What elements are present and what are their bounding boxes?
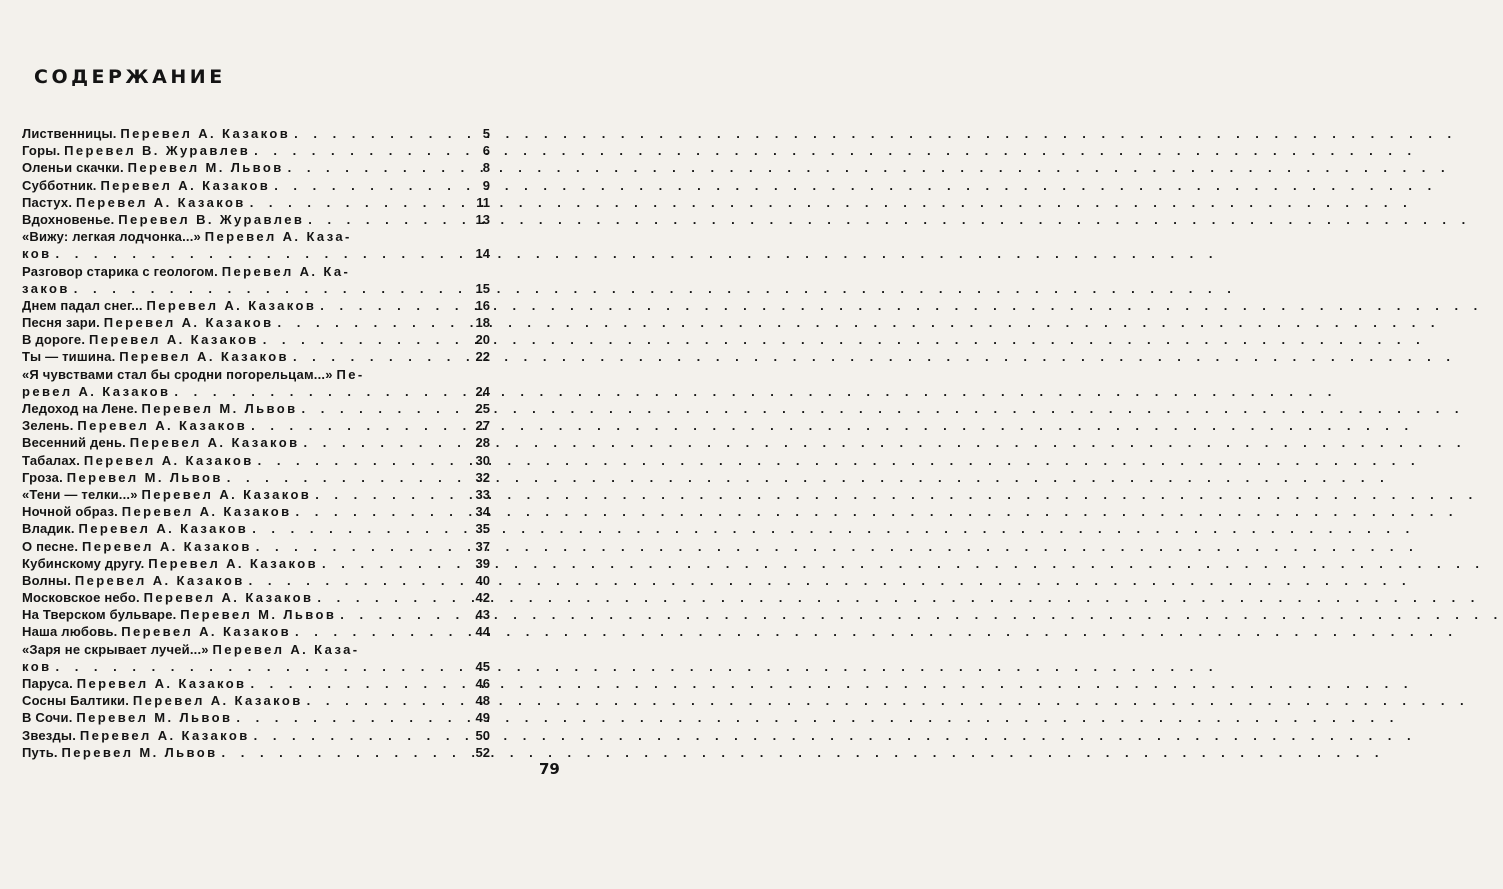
toc-entry-translator: Перевел А. Казаков [132, 693, 303, 709]
toc-entry-title: Песня зари. [22, 315, 104, 331]
dot-leader [246, 675, 466, 692]
toc-entry-page: 32 [475, 469, 490, 485]
toc-entry-text [22, 658, 51, 675]
toc-entry-page: 45 [475, 658, 490, 674]
toc-entry-translator: Перевел М. Львов [127, 160, 284, 176]
toc-entry-page: 15 [475, 280, 490, 296]
toc-entry-translator: Перевел А. Казаков [143, 590, 314, 606]
toc-entry [22, 623, 490, 640]
toc-entry-text [22, 159, 284, 176]
toc-entry-page: 22 [475, 349, 490, 365]
toc-entry [22, 366, 490, 383]
dot-leader [318, 555, 466, 572]
toc-entry-page: 37 [475, 538, 490, 554]
toc-entry [22, 400, 490, 417]
toc-entry [22, 434, 490, 451]
dot-leader [247, 417, 466, 434]
toc-entry-page: 11 [476, 194, 490, 210]
dot-leader [274, 314, 466, 331]
toc-entry-title: Пастух. [22, 194, 76, 210]
toc-entry-title: Оленьи скачки. [22, 160, 128, 176]
toc-entry-page: 33 [475, 486, 490, 502]
toc-entry-text [22, 641, 490, 658]
toc-entry [22, 486, 490, 503]
toc-entry-text [22, 297, 316, 314]
toc-entry-text [22, 538, 252, 555]
toc-entry-translator: Перевел В. Журавлев [118, 211, 305, 227]
toc-entry-text [22, 348, 289, 365]
toc-entry-translator: Перевел А. Казаков [83, 452, 254, 468]
toc-entry-translator: Перевел А. Казаков [121, 624, 292, 640]
toc-entry-title: Весенний день. [22, 435, 130, 451]
toc-entry-page: 9 [482, 177, 490, 193]
dot-leader [289, 348, 466, 365]
toc-entry-translator: Перевел А. Казаков [81, 538, 252, 554]
toc-entry [22, 314, 490, 331]
toc-entry [22, 177, 490, 194]
book-page [0, 0, 614, 889]
toc-entry-text [22, 503, 292, 520]
toc-entry-page: 48 [475, 693, 490, 709]
dot-leader [303, 692, 466, 709]
toc-entry-continuation [22, 658, 490, 675]
dot-leader [218, 744, 467, 761]
toc-entry-text [22, 606, 336, 623]
toc-entry [22, 572, 490, 589]
toc-entry-translator: Перевел А. Казаков [78, 521, 249, 537]
toc-entry [22, 331, 490, 348]
toc-entry [22, 125, 490, 142]
dot-leader [298, 400, 467, 417]
toc-entry-page: 42 [475, 590, 490, 606]
toc-entry-translator: Перевел В. Журавлев [64, 143, 251, 159]
toc-entry-translator: Пе- [336, 366, 365, 382]
toc-entry [22, 744, 490, 761]
toc-entry-translator: Перевел А. Казаков [103, 315, 274, 331]
toc-entry-title: В дороге. [22, 332, 89, 348]
dot-leader [250, 142, 466, 159]
toc-entry-page: 40 [475, 572, 490, 588]
toc-entry-text [22, 555, 318, 572]
dot-leader [70, 280, 466, 297]
toc-entry-text [22, 520, 248, 537]
toc-entry-text [22, 263, 490, 280]
toc-entry [22, 263, 490, 280]
toc-entry-text [22, 452, 254, 469]
dot-leader [248, 520, 466, 537]
toc-entry-text [22, 744, 218, 761]
toc-entry-text [22, 727, 250, 744]
toc-entry-translator: заков [22, 280, 70, 296]
toc-entry-text [22, 572, 245, 589]
toc-entry-title: Зелень. [22, 418, 78, 434]
toc-entry-page: 24 [475, 383, 490, 399]
toc-entry-translator: Перевел А. Казаков [120, 126, 291, 141]
toc-entry [22, 606, 490, 623]
toc-entry-translator: Перевел А. Казаков [79, 727, 250, 743]
dot-leader [313, 589, 466, 606]
toc-entry-page: 25 [475, 401, 490, 416]
toc-entry-translator: Перевел А. Каза- [204, 229, 352, 245]
toc-entry-text [22, 589, 313, 606]
toc-entry-title: Ночной образ. [22, 504, 122, 520]
page-number: 79 [539, 760, 560, 778]
dot-leader [316, 297, 466, 314]
dot-leader [223, 469, 466, 486]
toc-entry [22, 692, 490, 709]
toc-entry-page: 28 [475, 435, 490, 451]
toc-entry-translator: Перевел А. Казаков [129, 435, 300, 451]
toc-entry [22, 520, 490, 537]
toc-entry-text [22, 194, 246, 211]
dot-leader [304, 211, 466, 228]
contents-heading: СОДЕРЖАНИЕ [34, 66, 226, 88]
toc-entry-text [22, 469, 223, 486]
toc-entry-title: «Заря не скрывает лучей...» [22, 641, 213, 657]
toc-entry [22, 211, 490, 228]
toc-entry-title: Ледоход на Лене. [22, 401, 142, 416]
toc-entry [22, 297, 490, 314]
toc-entry-text [22, 280, 70, 297]
toc-entry-text [22, 245, 51, 262]
toc-entry [22, 589, 490, 606]
toc-entry-page: 27 [475, 418, 490, 434]
toc-entry-text [22, 486, 311, 503]
toc-entry-title: Гроза. [22, 469, 67, 485]
toc-entry-title: Путь. [22, 744, 62, 760]
toc-entry-translator: Перевел А. Казаков [148, 555, 318, 571]
toc-entry-page: 13 [475, 211, 490, 227]
toc-entry-translator: Перевел А. Казаков [74, 572, 245, 588]
toc-entry-translator: ков [22, 658, 52, 674]
toc-entry-text [22, 228, 490, 245]
dot-leader [250, 727, 466, 744]
toc-entry-translator: Перевел А. Казаков [119, 349, 289, 365]
toc-entry [22, 538, 490, 555]
toc-entry-page: 16 [475, 297, 490, 313]
toc-entry-text [22, 434, 300, 451]
toc-entry-text [22, 709, 232, 726]
toc-entry [22, 469, 490, 486]
toc-entry-page: 14 [475, 246, 490, 262]
toc-entry-title: Кубинскому другу. [22, 555, 149, 571]
toc-entry-title: Волны. [22, 572, 75, 588]
toc-entry [22, 159, 490, 176]
toc-entry-title: Субботник. [22, 177, 101, 193]
dot-leader [252, 538, 466, 555]
toc-entry-translator: Перевел А. Казаков [76, 676, 247, 691]
toc-entry-title: Табалах. [22, 452, 84, 468]
toc-entry-title: Наша любовь. [22, 624, 122, 640]
toc-entry-title: О песне. [22, 538, 82, 554]
toc-entry [22, 675, 490, 692]
toc-entry [22, 228, 490, 245]
toc-entry-translator: ревел А. Казаков [22, 383, 171, 399]
toc-entry-page: 5 [482, 126, 490, 141]
toc-entry-page: 6 [482, 143, 490, 159]
toc-entry-translator: Перевел А. Казаков [77, 418, 248, 434]
toc-entry-text [22, 623, 291, 640]
toc-entry-text [22, 125, 290, 142]
dot-leader [232, 709, 466, 726]
toc-entry-translator: Перевел А. Казаков [100, 177, 271, 193]
toc-entry-text [22, 142, 250, 159]
toc-entry-page: 49 [475, 710, 490, 726]
toc-entry-page: 39 [475, 555, 490, 571]
toc-entry-translator: Перевел А. Каза- [212, 641, 360, 657]
toc-entry-title: Владик. [22, 521, 79, 537]
dot-leader [291, 623, 466, 640]
toc-entry-translator: Перевел М. Львов [61, 744, 218, 760]
toc-entry-title: «Тени — телки...» [22, 486, 142, 502]
dot-leader [300, 434, 466, 451]
toc-entry-text [22, 314, 274, 331]
dot-leader [284, 159, 466, 176]
toc-entry-title: Горы. [22, 143, 65, 159]
toc-entry [22, 641, 490, 658]
toc-entry-title: Паруса. [22, 676, 77, 691]
toc-entry-continuation [22, 280, 490, 297]
toc-entry-page: 52 [475, 744, 490, 760]
toc-entry [22, 348, 490, 365]
toc-entry [22, 709, 490, 726]
toc-entry-title: Сосны Балтики. [22, 693, 133, 709]
toc-entry [22, 503, 490, 520]
toc-entry-translator: Перевел А. Казаков [121, 504, 292, 520]
toc-entry-text [22, 331, 259, 348]
toc-entry-page: 18 [475, 315, 490, 331]
toc-entry-title: «Вижу: легкая лодчонка...» [22, 229, 205, 245]
dot-leader [170, 383, 466, 400]
dot-leader [270, 177, 466, 194]
toc-entry-page: 20 [475, 332, 490, 348]
table-of-contents [22, 125, 490, 761]
dot-leader [51, 658, 466, 675]
toc-entry-page: 34 [475, 504, 490, 520]
toc-entry-title: Московское небо. [22, 590, 144, 606]
dot-leader [245, 572, 466, 589]
toc-entry-title: «Я чувствами стал бы сродни погорельцам...» [22, 366, 337, 382]
dot-leader [51, 245, 466, 262]
toc-entry-title: Вдохновенье. [22, 211, 119, 227]
toc-entry [22, 555, 490, 572]
dot-leader [311, 486, 466, 503]
toc-entry-page: 44 [475, 624, 490, 640]
toc-entry-text [22, 211, 304, 228]
toc-entry-translator: Перевел М. Львов [180, 607, 337, 623]
dot-leader [290, 125, 466, 142]
toc-entry-title: Лиственницы. [22, 126, 121, 141]
toc-entry-translator: Перевел А. Казаков [141, 486, 312, 502]
toc-entry-title: На Тверском бульваре. [22, 607, 181, 623]
toc-entry-text [22, 692, 303, 709]
toc-entry-continuation [22, 383, 490, 400]
toc-entry-text [22, 366, 490, 383]
toc-entry-title: Днем падал снег... [22, 297, 147, 313]
dot-leader [254, 452, 466, 469]
toc-entry-translator: Перевел А. Ка- [221, 263, 351, 279]
toc-entry-text [22, 383, 170, 400]
toc-entry-translator: Перевел М. Львов [66, 469, 223, 485]
toc-entry-page: 46 [475, 676, 490, 691]
toc-entry [22, 452, 490, 469]
toc-entry-page: 35 [475, 521, 490, 537]
toc-entry-text [22, 177, 270, 194]
toc-entry-title: В Сочи. [22, 710, 77, 726]
toc-entry-title: Звезды. [22, 727, 80, 743]
dot-leader [336, 606, 466, 623]
toc-entry-page: 50 [475, 727, 490, 743]
dot-leader [259, 331, 466, 348]
toc-entry-translator: Перевел А. Казаков [75, 194, 246, 210]
toc-entry-title: Разговор старика с геологом. [22, 263, 222, 279]
toc-entry-translator: Перевел А. Казаков [146, 297, 317, 313]
toc-entry [22, 142, 490, 159]
toc-entry-page: 30 [475, 452, 490, 468]
toc-entry [22, 417, 490, 434]
toc-entry-text [22, 417, 247, 434]
toc-entry-translator: Перевел М. Львов [76, 710, 233, 726]
toc-entry-translator: Перевел М. Львов [141, 401, 298, 416]
toc-entry-page: 43 [475, 607, 490, 623]
toc-entry-translator: ков [22, 246, 52, 262]
dot-leader [292, 503, 467, 520]
toc-entry-text [22, 400, 298, 417]
toc-entry-text [22, 675, 246, 692]
toc-entry [22, 727, 490, 744]
toc-entry-page: 8 [482, 160, 490, 176]
toc-entry-title: Ты — тишина. [22, 349, 120, 365]
toc-entry [22, 194, 490, 211]
dot-leader [246, 194, 466, 211]
toc-entry-continuation [22, 245, 490, 262]
toc-entry-translator: Перевел А. Казаков [88, 332, 259, 348]
